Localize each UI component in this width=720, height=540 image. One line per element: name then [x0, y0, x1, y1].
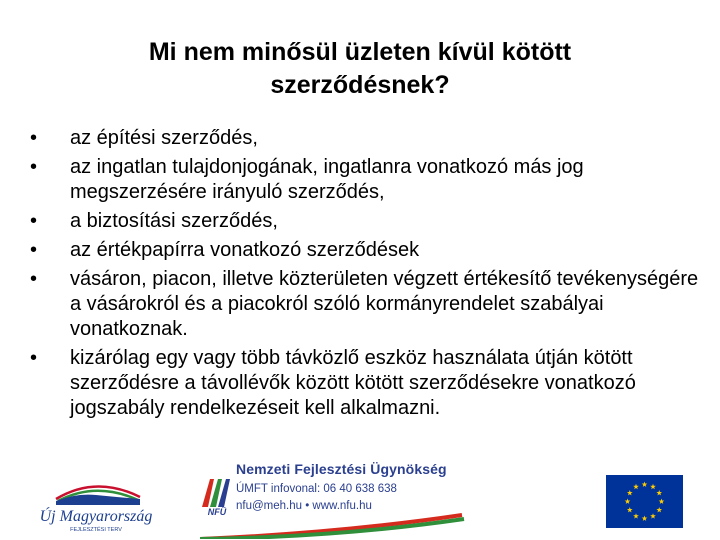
- nfu-contact: nfu@meh.hu • www.nfu.hu: [236, 500, 372, 512]
- list-item: [30, 209, 700, 234]
- nfu-name: Nemzeti Fejlesztési Ügynökség: [236, 461, 447, 477]
- list-item: [30, 155, 700, 205]
- bullet-dot: •: [30, 210, 38, 232]
- list-item: [30, 238, 700, 263]
- bullet-list: [30, 126, 700, 425]
- bullet-dot: •: [30, 127, 38, 149]
- list-item: [30, 126, 700, 151]
- svg-text:Új Magyarország: Új Magyarország: [39, 508, 153, 525]
- footer-logos: [0, 455, 720, 540]
- bullet-dot: •: [30, 268, 38, 290]
- uj-magyarorszag-logo: [36, 473, 156, 535]
- slide-title-line-2: szerződésnek?: [270, 71, 450, 99]
- list-item-text: az értékpapírra vonatkozó szerződések: [70, 239, 420, 261]
- nfu-logo-block: [200, 455, 465, 539]
- bullet-dot: •: [30, 347, 38, 369]
- list-item-text: az építési szerződés,: [70, 127, 258, 149]
- slide-title-line-1: Mi nem minősül üzleten kívül kötött: [148, 38, 572, 66]
- list-item: [30, 267, 700, 342]
- list-item-text: vásáron, piacon, illetve közterületen végzett értékesítő tevékenységére a vásárokról és a piacokról szóló kormányrendelet szabályai vonatkoznak.: [70, 268, 699, 340]
- svg-text:FEJLESZTÉSI TERV: FEJLESZTÉSI TERV: [70, 527, 122, 533]
- bullet-dot: •: [30, 156, 38, 178]
- nfu-swoosh: [200, 513, 465, 539]
- list-item-text: kizárólag egy vagy több távközlő eszköz használata útján kötött szerződésre a távollévők között kötött szerződésekre vonatkozó jogszabály rendelkezéseit kell alkalmazni.: [70, 347, 636, 419]
- bullet-dot: •: [30, 239, 38, 261]
- list-item-text: a biztosítási szerződés,: [70, 210, 278, 232]
- nfu-logo: [200, 471, 234, 517]
- list-item-text: az ingatlan tulajdonjogának, ingatlanra vonatkozó más jog megszerzésére irányuló szerződés,: [70, 156, 584, 203]
- list-item: [30, 346, 700, 421]
- nfu-infoline: ÚMFT infovonal: 06 40 638 638: [236, 483, 397, 495]
- eu-flag-icon: [606, 475, 683, 528]
- svg-text:NFÜ: NFÜ: [207, 507, 227, 517]
- slide-title: [0, 36, 720, 102]
